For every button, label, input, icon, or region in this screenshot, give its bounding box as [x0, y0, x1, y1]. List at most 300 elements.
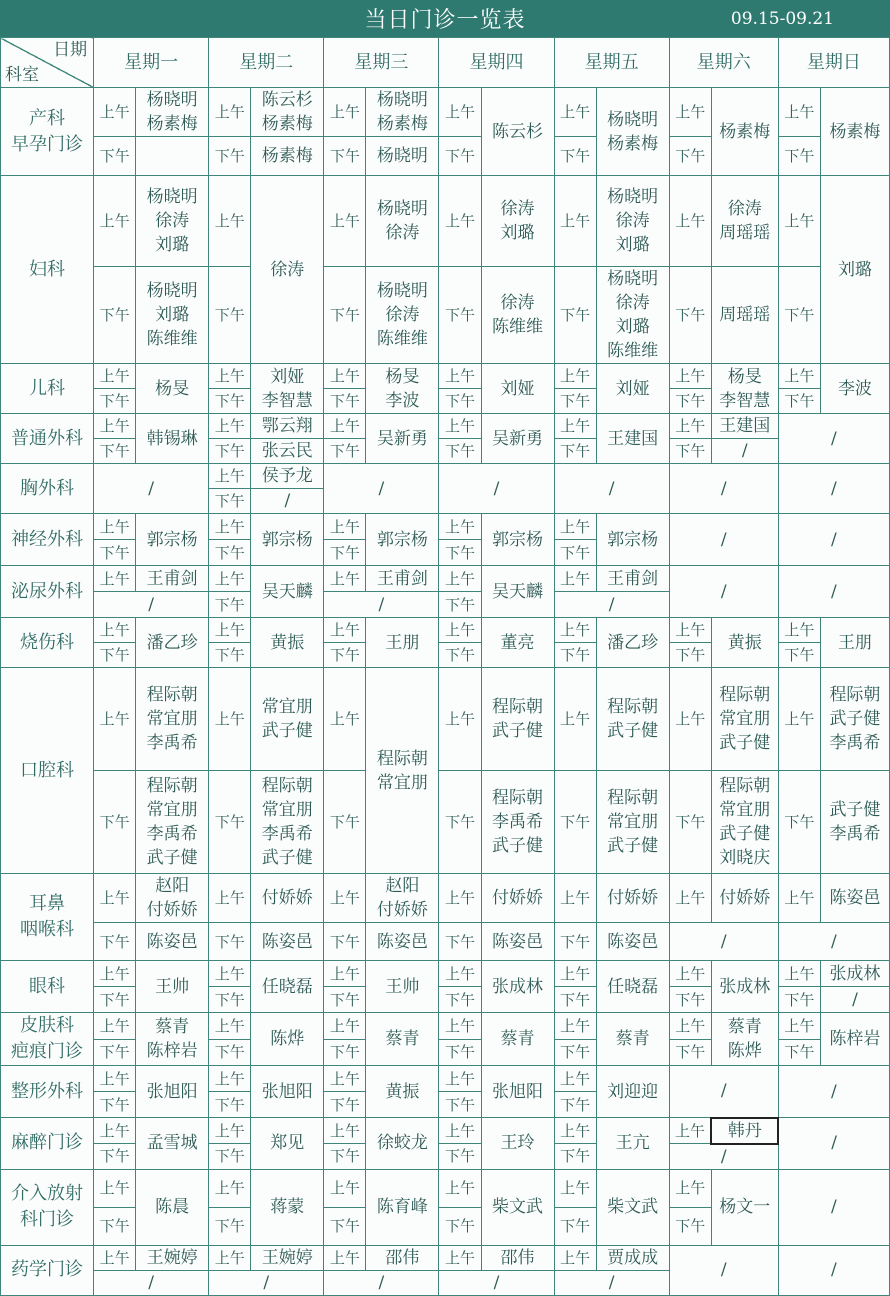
period-label-pm: 下午: [324, 643, 366, 668]
period-label-pm: 下午: [209, 267, 251, 364]
period-label-am: 上午: [669, 668, 711, 771]
no-clinic-cell-pm: /: [324, 1270, 439, 1295]
period-label-pm: 下午: [209, 643, 251, 668]
period-label-am: 上午: [778, 176, 820, 267]
day-header-1: 星期一: [94, 38, 209, 88]
period-label-am: 上午: [324, 566, 366, 592]
dept-row-am: [1, 1118, 890, 1144]
period-label-pm: 下午: [554, 1144, 596, 1170]
period-label-am: 上午: [778, 668, 820, 771]
period-label-pm: 下午: [94, 771, 136, 874]
doctor-cell: 杨旻 李波: [366, 364, 439, 414]
period-label-pm: 下午: [554, 267, 596, 364]
department-name: 胸外科: [1, 464, 94, 514]
period-label-pm: 下午: [554, 137, 596, 176]
no-clinic-cell: /: [554, 464, 669, 514]
doctor-cell: 郭宗杨: [366, 514, 439, 566]
period-label-am: 上午: [554, 176, 596, 267]
period-label-am: 上午: [439, 414, 481, 439]
doctor-cell: 张成林: [481, 961, 554, 1013]
doctor-cell: 郭宗杨: [481, 514, 554, 566]
period-label-pm: 下午: [209, 592, 251, 618]
doctor-cell: 柴文武: [481, 1169, 554, 1245]
department-name: 口腔科: [1, 668, 94, 874]
period-label-am: 上午: [324, 1118, 366, 1144]
period-label-pm: 下午: [94, 1092, 136, 1118]
period-label-pm: 下午: [324, 771, 366, 874]
dept-row-am: [1, 1169, 890, 1207]
period-label-am: 上午: [209, 88, 251, 137]
period-label-pm: 下午: [94, 1144, 136, 1170]
doctor-cell: 黄振: [711, 618, 778, 668]
period-label-am: 上午: [94, 1118, 136, 1144]
period-label-pm: 下午: [324, 1144, 366, 1170]
period-label-pm: 下午: [209, 1144, 251, 1170]
doctor-cell: 蔡青 陈梓岩: [136, 1013, 209, 1066]
period-label-am: 上午: [324, 514, 366, 540]
period-label-am: 上午: [554, 514, 596, 540]
doctor-cell-am: 赵阳 付娇娇: [136, 874, 209, 923]
period-label-am: 上午: [324, 618, 366, 643]
dept-row-pm: [1, 923, 890, 961]
period-label-am: 上午: [778, 88, 820, 137]
period-label-am: 上午: [554, 88, 596, 137]
department-name: 整形外科: [1, 1066, 94, 1118]
doctor-cell: 蔡青: [481, 1013, 554, 1066]
doctor-cell: 王亢: [596, 1118, 669, 1170]
period-label-pm: 下午: [324, 923, 366, 961]
period-label-pm: 下午: [439, 592, 481, 618]
doctor-cell-pm: /: [711, 439, 778, 464]
doctor-cell-am: 王婉婷: [251, 1245, 324, 1270]
department-name: 麻醉门诊: [1, 1118, 94, 1170]
doctor-cell-am: 邵伟: [481, 1245, 554, 1270]
doctor-cell: 郑见: [251, 1118, 324, 1170]
department-name: 儿科: [1, 364, 94, 414]
period-label-am: 上午: [94, 566, 136, 592]
date-range: 09.15-09.21: [730, 9, 834, 29]
department-name: 产科 早孕门诊: [1, 88, 94, 176]
doctor-cell: 刘娅: [596, 364, 669, 414]
doctor-cell: 任晓磊: [596, 961, 669, 1013]
period-label-am: 上午: [669, 1169, 711, 1207]
period-label-am: 上午: [554, 874, 596, 923]
period-label-pm: 下午: [778, 771, 820, 874]
doctor-cell: 吴天麟: [251, 566, 324, 618]
doctor-cell-pm: 张云民: [251, 439, 324, 464]
doctor-cell: 郭宗杨: [251, 514, 324, 566]
period-label-am: 上午: [554, 1013, 596, 1040]
period-label-am: 上午: [439, 566, 481, 592]
period-label-pm: 下午: [324, 1092, 366, 1118]
page-title: 当日门诊一览表: [364, 8, 526, 33]
dept-row-am: [1, 1013, 890, 1040]
doctor-cell-am: 邵伟: [366, 1245, 439, 1270]
period-label-pm: 下午: [209, 1039, 251, 1066]
period-label-am: 上午: [324, 414, 366, 439]
dept-row-am: [1, 961, 890, 987]
dept-row-am: [1, 668, 890, 771]
period-label-pm: 下午: [94, 643, 136, 668]
period-label-pm: 下午: [324, 267, 366, 364]
period-label-am: 上午: [324, 1066, 366, 1092]
period-label-pm: 下午: [94, 1039, 136, 1066]
period-label-pm: 下午: [324, 389, 366, 414]
dept-row-am: [1, 874, 890, 923]
period-label-am: 上午: [439, 1169, 481, 1207]
period-label-am: 上午: [209, 961, 251, 987]
period-label-am: 上午: [94, 364, 136, 389]
department-name: 药学门诊: [1, 1245, 94, 1295]
period-label-pm: 下午: [209, 1207, 251, 1245]
doctor-cell-pm: 陈姿邑: [596, 923, 669, 961]
doctor-cell: 陈梓岩: [820, 1013, 889, 1066]
period-label-am: 上午: [554, 1118, 596, 1144]
doctor-cell: 杨旻 李智慧: [711, 364, 778, 414]
period-label-am: 上午: [439, 364, 481, 389]
dept-row-pm: [1, 439, 890, 464]
doctor-cell: 陈晨: [136, 1169, 209, 1245]
doctor-cell-am: 付娇娇: [251, 874, 324, 923]
period-label-pm: 下午: [778, 267, 820, 364]
period-label-am: 上午: [209, 1118, 251, 1144]
period-label-pm: 下午: [778, 987, 820, 1013]
period-label-am: 上午: [324, 961, 366, 987]
doctor-cell-am: 王婉婷: [136, 1245, 209, 1270]
period-label-am: 上午: [554, 566, 596, 592]
period-label-am: 上午: [209, 464, 251, 489]
period-label-pm: 下午: [324, 439, 366, 464]
dept-row-pm: [1, 1144, 890, 1170]
dept-row-am: [1, 464, 890, 489]
dept-row-am: [1, 618, 890, 643]
period-label-pm: 下午: [209, 771, 251, 874]
period-label-pm: 下午: [439, 439, 481, 464]
no-clinic-cell: /: [669, 1066, 778, 1118]
dept-row-am: [1, 514, 890, 540]
day-header-5: 星期五: [554, 38, 669, 88]
department-name: 烧伤科: [1, 618, 94, 668]
period-label-pm: 下午: [324, 137, 366, 176]
doctor-cell-am: 付娇娇: [596, 874, 669, 923]
period-label-pm: 下午: [94, 439, 136, 464]
doctor-cell-am: 程际朝 武子健: [481, 668, 554, 771]
page-header: [0, 0, 890, 37]
period-label-pm: 下午: [669, 771, 711, 874]
doctor-cell-pm: 陈姿邑: [481, 923, 554, 961]
period-label-am: 上午: [778, 1013, 820, 1040]
period-label-am: 上午: [669, 1013, 711, 1040]
period-label-am: 上午: [669, 1118, 711, 1144]
period-label-pm: 下午: [778, 1039, 820, 1066]
doctor-cell-pm: 程际朝 常宜朋 李禹希 武子健: [136, 771, 209, 874]
period-label-am: 上午: [324, 1013, 366, 1040]
doctor-cell: 郭宗杨: [136, 514, 209, 566]
doctor-cell-pm: 程际朝 常宜朋 武子健 刘晓庆: [711, 771, 778, 874]
period-label-am: 上午: [439, 1013, 481, 1040]
corner-cell: [1, 38, 94, 88]
doctor-cell-pm: [136, 137, 209, 176]
period-label-am: 上午: [209, 1245, 251, 1270]
header-row: [1, 38, 890, 88]
period-label-am: 上午: [209, 514, 251, 540]
doctor-cell-am: 徐涛 周瑶瑶: [711, 176, 778, 267]
period-label-pm: 下午: [669, 987, 711, 1013]
no-clinic-cell-pm: /: [94, 1270, 209, 1295]
period-label-am: 上午: [209, 364, 251, 389]
period-label-am: 上午: [778, 364, 820, 389]
doctor-cell-am: 程际朝 武子健: [596, 668, 669, 771]
doctor-cell-am: 赵阳 付娇娇: [366, 874, 439, 923]
period-label-am: 上午: [554, 961, 596, 987]
no-clinic-cell: /: [778, 1169, 889, 1245]
period-label-am: 上午: [324, 1245, 366, 1270]
doctor-cell: 张成林: [711, 961, 778, 1013]
period-label-pm: 下午: [209, 987, 251, 1013]
period-label-am: 上午: [209, 1013, 251, 1040]
department-name: 泌尿外科: [1, 566, 94, 618]
doctor-cell: 陈烨: [251, 1013, 324, 1066]
no-clinic-cell-pm: /: [324, 592, 439, 618]
doctor-cell: 刘璐: [820, 176, 889, 364]
period-label-am: 上午: [324, 668, 366, 771]
doctor-cell: 王帅: [136, 961, 209, 1013]
doctor-cell: 黄振: [251, 618, 324, 668]
corner-dept-label: 科室: [5, 65, 39, 85]
period-label-pm: 下午: [554, 771, 596, 874]
period-label-pm: 下午: [209, 137, 251, 176]
doctor-cell: 孟雪城: [136, 1118, 209, 1170]
period-label-am: 上午: [209, 618, 251, 643]
period-label-pm: 下午: [209, 439, 251, 464]
doctor-cell-am: 侯予龙: [251, 464, 324, 489]
period-label-pm: 下午: [324, 540, 366, 566]
period-label-am: 上午: [209, 668, 251, 771]
period-label-pm: 下午: [554, 1039, 596, 1066]
doctor-cell: 刘迎迎: [596, 1066, 669, 1118]
doctor-cell-am: 徐涛 刘璐: [481, 176, 554, 267]
no-clinic-cell: /: [778, 1245, 889, 1295]
period-label-am: 上午: [669, 874, 711, 923]
doctor-cell-am: 付娇娇: [711, 874, 778, 923]
period-label-am: 上午: [669, 961, 711, 987]
period-label-am: 上午: [778, 618, 820, 643]
doctor-cell: 张旭阳: [251, 1066, 324, 1118]
doctor-cell: 黄振: [366, 1066, 439, 1118]
no-clinic-cell-pm: /: [554, 592, 669, 618]
dept-row-pm: [1, 267, 890, 364]
doctor-cell: 张旭阳: [481, 1066, 554, 1118]
period-label-am: 上午: [209, 566, 251, 592]
doctor-cell: 程际朝 常宜朋: [366, 668, 439, 874]
period-label-pm: 下午: [439, 1039, 481, 1066]
period-label-am: 上午: [94, 514, 136, 540]
period-label-pm: 下午: [439, 771, 481, 874]
period-label-am: 上午: [554, 364, 596, 389]
doctor-cell: 王帅: [366, 961, 439, 1013]
period-label-am: 上午: [94, 1013, 136, 1040]
doctor-cell-am: 陈云杉 杨素梅: [251, 88, 324, 137]
doctor-cell-am: 杨晓明 杨素梅: [366, 88, 439, 137]
period-label-pm: 下午: [669, 1039, 711, 1066]
no-clinic-cell: /: [778, 1118, 889, 1170]
period-label-pm: 下午: [94, 987, 136, 1013]
no-clinic-cell-pm: /: [669, 923, 778, 961]
period-label-pm: 下午: [94, 1207, 136, 1245]
period-label-pm: 下午: [324, 1039, 366, 1066]
doctor-cell-am: 贾成成: [596, 1245, 669, 1270]
day-header-7: 星期日: [778, 38, 889, 88]
doctor-cell-pm: 杨晓明 刘璐 陈维维: [136, 267, 209, 364]
period-label-am: 上午: [324, 1169, 366, 1207]
period-label-pm: 下午: [778, 389, 820, 414]
period-label-pm: 下午: [209, 923, 251, 961]
period-label-am: 上午: [439, 618, 481, 643]
doctor-cell-am: 杨晓明 徐涛 刘璐: [596, 176, 669, 267]
doctor-cell-pm: 陈姿邑: [136, 923, 209, 961]
no-clinic-cell-pm: /: [439, 1270, 554, 1295]
no-clinic-cell: /: [669, 514, 778, 566]
no-clinic-cell: /: [669, 566, 778, 618]
period-label-am: 上午: [94, 618, 136, 643]
period-label-pm: 下午: [439, 923, 481, 961]
no-clinic-cell: /: [94, 464, 209, 514]
period-label-pm: 下午: [209, 389, 251, 414]
period-label-pm: 下午: [554, 1207, 596, 1245]
no-clinic-cell: /: [778, 1066, 889, 1118]
period-label-pm: 下午: [324, 1207, 366, 1245]
period-label-am: 上午: [439, 88, 481, 137]
doctor-cell-pm: 陈姿邑: [366, 923, 439, 961]
doctor-cell-pm: 程际朝 常宜朋 武子健: [596, 771, 669, 874]
doctor-cell-am: 程际朝 常宜朋 李禹希: [136, 668, 209, 771]
doctor-cell: 杨素梅: [820, 88, 889, 176]
period-label-am: 上午: [778, 961, 820, 987]
period-label-am: 上午: [669, 88, 711, 137]
doctor-cell-am: 王甫剑: [136, 566, 209, 592]
no-clinic-cell-pm: /: [778, 923, 889, 961]
no-clinic-cell: /: [778, 566, 889, 618]
period-label-am: 上午: [439, 1118, 481, 1144]
doctor-cell-pm: 杨素梅: [251, 137, 324, 176]
period-label-pm: 下午: [669, 137, 711, 176]
day-header-4: 星期四: [439, 38, 554, 88]
doctor-cell-am: 张成林: [820, 961, 889, 987]
doctor-cell-am: 付娇娇: [481, 874, 554, 923]
no-clinic-cell-pm: /: [554, 1270, 669, 1295]
period-label-am: 上午: [209, 1066, 251, 1092]
period-label-pm: 下午: [554, 923, 596, 961]
doctor-cell: 徐蛟龙: [366, 1118, 439, 1170]
doctor-cell: 张旭阳: [136, 1066, 209, 1118]
period-label-pm: 下午: [669, 1207, 711, 1245]
doctor-cell-am: 杨晓明 徐涛: [366, 176, 439, 267]
no-clinic-cell-pm: /: [94, 592, 209, 618]
period-label-am: 上午: [669, 364, 711, 389]
doctor-cell-pm: 杨晓明 徐涛 刘璐 陈维维: [596, 267, 669, 364]
period-label-pm: 下午: [209, 489, 251, 514]
period-label-pm: 下午: [669, 643, 711, 668]
day-header-6: 星期六: [669, 38, 778, 88]
doctor-cell: 吴新勇: [366, 414, 439, 464]
doctor-cell: 王建国: [596, 414, 669, 464]
doctor-cell: 杨素梅: [711, 88, 778, 176]
period-label-am: 上午: [209, 1169, 251, 1207]
clinic-schedule-table: [0, 37, 890, 1296]
doctor-cell: 杨旻: [136, 364, 209, 414]
doctor-cell: 陈育峰: [366, 1169, 439, 1245]
doctor-cell: 王朋: [820, 618, 889, 668]
period-label-am: 上午: [209, 176, 251, 267]
period-label-pm: 下午: [439, 643, 481, 668]
doctor-cell-am: 杨晓明 徐涛 刘璐: [136, 176, 209, 267]
period-label-pm: 下午: [439, 987, 481, 1013]
dept-row-am: [1, 1066, 890, 1092]
period-label-pm: 下午: [554, 643, 596, 668]
department-name: 介入放射 科门诊: [1, 1169, 94, 1245]
doctor-cell-pm: 陈姿邑: [251, 923, 324, 961]
period-label-am: 上午: [94, 414, 136, 439]
doctor-cell: 杨文一: [711, 1169, 778, 1245]
period-label-am: 上午: [94, 1169, 136, 1207]
dept-row-am: [1, 176, 890, 267]
period-label-am: 上午: [94, 176, 136, 267]
doctor-cell-pm: /: [820, 987, 889, 1013]
department-name: 皮肤科 疤痕门诊: [1, 1013, 94, 1066]
period-label-am: 上午: [209, 874, 251, 923]
period-label-am: 上午: [439, 961, 481, 987]
doctor-cell-am: 王甫剑: [596, 566, 669, 592]
doctor-cell-pm: 周瑶瑶: [711, 267, 778, 364]
period-label-pm: 下午: [554, 439, 596, 464]
doctor-cell: 韩锡琳: [136, 414, 209, 464]
period-label-pm: 下午: [669, 389, 711, 414]
period-label-am: 上午: [669, 414, 711, 439]
period-label-am: 上午: [439, 1066, 481, 1092]
period-label-am: 上午: [439, 514, 481, 540]
period-label-pm: 下午: [94, 540, 136, 566]
period-label-am: 上午: [554, 1169, 596, 1207]
period-label-am: 上午: [778, 874, 820, 923]
period-label-pm: 下午: [554, 987, 596, 1013]
period-label-am: 上午: [439, 668, 481, 771]
doctor-cell: 蔡青: [366, 1013, 439, 1066]
period-label-am: 上午: [324, 874, 366, 923]
doctor-cell: 刘娅: [481, 364, 554, 414]
doctor-cell-pm: 程际朝 李禹希 武子健: [481, 771, 554, 874]
doctor-cell-am: 王甫剑: [366, 566, 439, 592]
period-label-am: 上午: [439, 1245, 481, 1270]
period-label-am: 上午: [324, 88, 366, 137]
dept-row-am: [1, 414, 890, 439]
period-label-am: 上午: [439, 176, 481, 267]
period-label-pm: 下午: [439, 1207, 481, 1245]
doctor-cell: 徐涛: [251, 176, 324, 364]
period-label-am: 上午: [669, 176, 711, 267]
doctor-cell: 王玲: [481, 1118, 554, 1170]
doctor-cell: 柴文武: [596, 1169, 669, 1245]
dept-row-pm: [1, 771, 890, 874]
doctor-cell: 潘乙珍: [596, 618, 669, 668]
no-clinic-cell: /: [669, 464, 778, 514]
dept-row-am: [1, 364, 890, 389]
doctor-cell: 郭宗杨: [596, 514, 669, 566]
department-name: 普通外科: [1, 414, 94, 464]
doctor-cell-am: 鄂云翔: [251, 414, 324, 439]
period-label-am: 上午: [94, 88, 136, 137]
day-header-3: 星期三: [324, 38, 439, 88]
no-clinic-cell: /: [778, 464, 889, 514]
